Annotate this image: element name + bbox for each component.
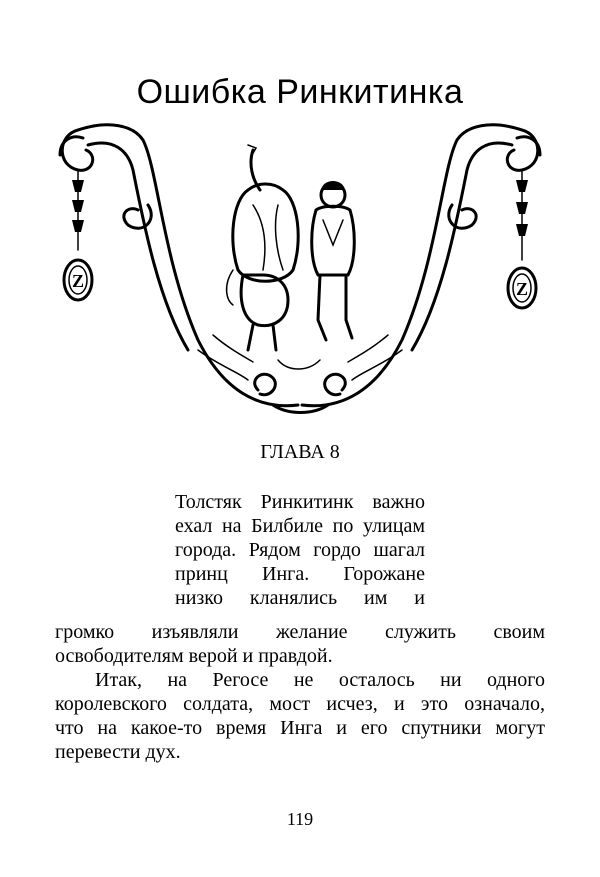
figures-king-and-prince xyxy=(227,145,355,350)
text-line: города. Рядом гордо шагал xyxy=(175,539,425,561)
text-line: перевести дух. xyxy=(55,741,181,763)
wrapped-text-block xyxy=(175,490,425,610)
page-title: Ошибка Ринкитинка xyxy=(136,73,464,111)
svg-text:Z: Z xyxy=(71,271,85,291)
page-number: 119 xyxy=(286,809,314,829)
svg-text:Z: Z xyxy=(515,279,529,299)
left-scroll-ornament xyxy=(60,125,298,406)
text-line: Итак, на Регосе не осталось ни одного xyxy=(95,669,545,691)
body-text-block xyxy=(55,620,545,764)
right-scroll-ornament xyxy=(302,125,540,406)
text-line: низко кланялись им и xyxy=(175,587,425,609)
text-line: освободителям верой и правдой. xyxy=(55,645,333,667)
chapter-heading: ГЛАВА 8 xyxy=(260,441,340,463)
right-hanging-charm xyxy=(508,170,536,308)
text-line: Толстяк Ринкитинк важно xyxy=(175,491,425,513)
chapter-illustration xyxy=(48,110,552,420)
text-line: королевского солдата, мост исчез, и это означало, xyxy=(55,693,545,715)
left-hanging-charm xyxy=(64,170,92,300)
text-line: ехал на Билбиле по улицам xyxy=(175,515,425,537)
text-line: что на какое-то время Инга и его спутники могут xyxy=(55,717,545,739)
road-lines xyxy=(198,335,402,380)
text-line: принц Инга. Горожане xyxy=(175,563,425,585)
text-line: громко изъявляли желание служить своим xyxy=(55,621,545,643)
bottom-curl-ornament xyxy=(255,374,346,412)
